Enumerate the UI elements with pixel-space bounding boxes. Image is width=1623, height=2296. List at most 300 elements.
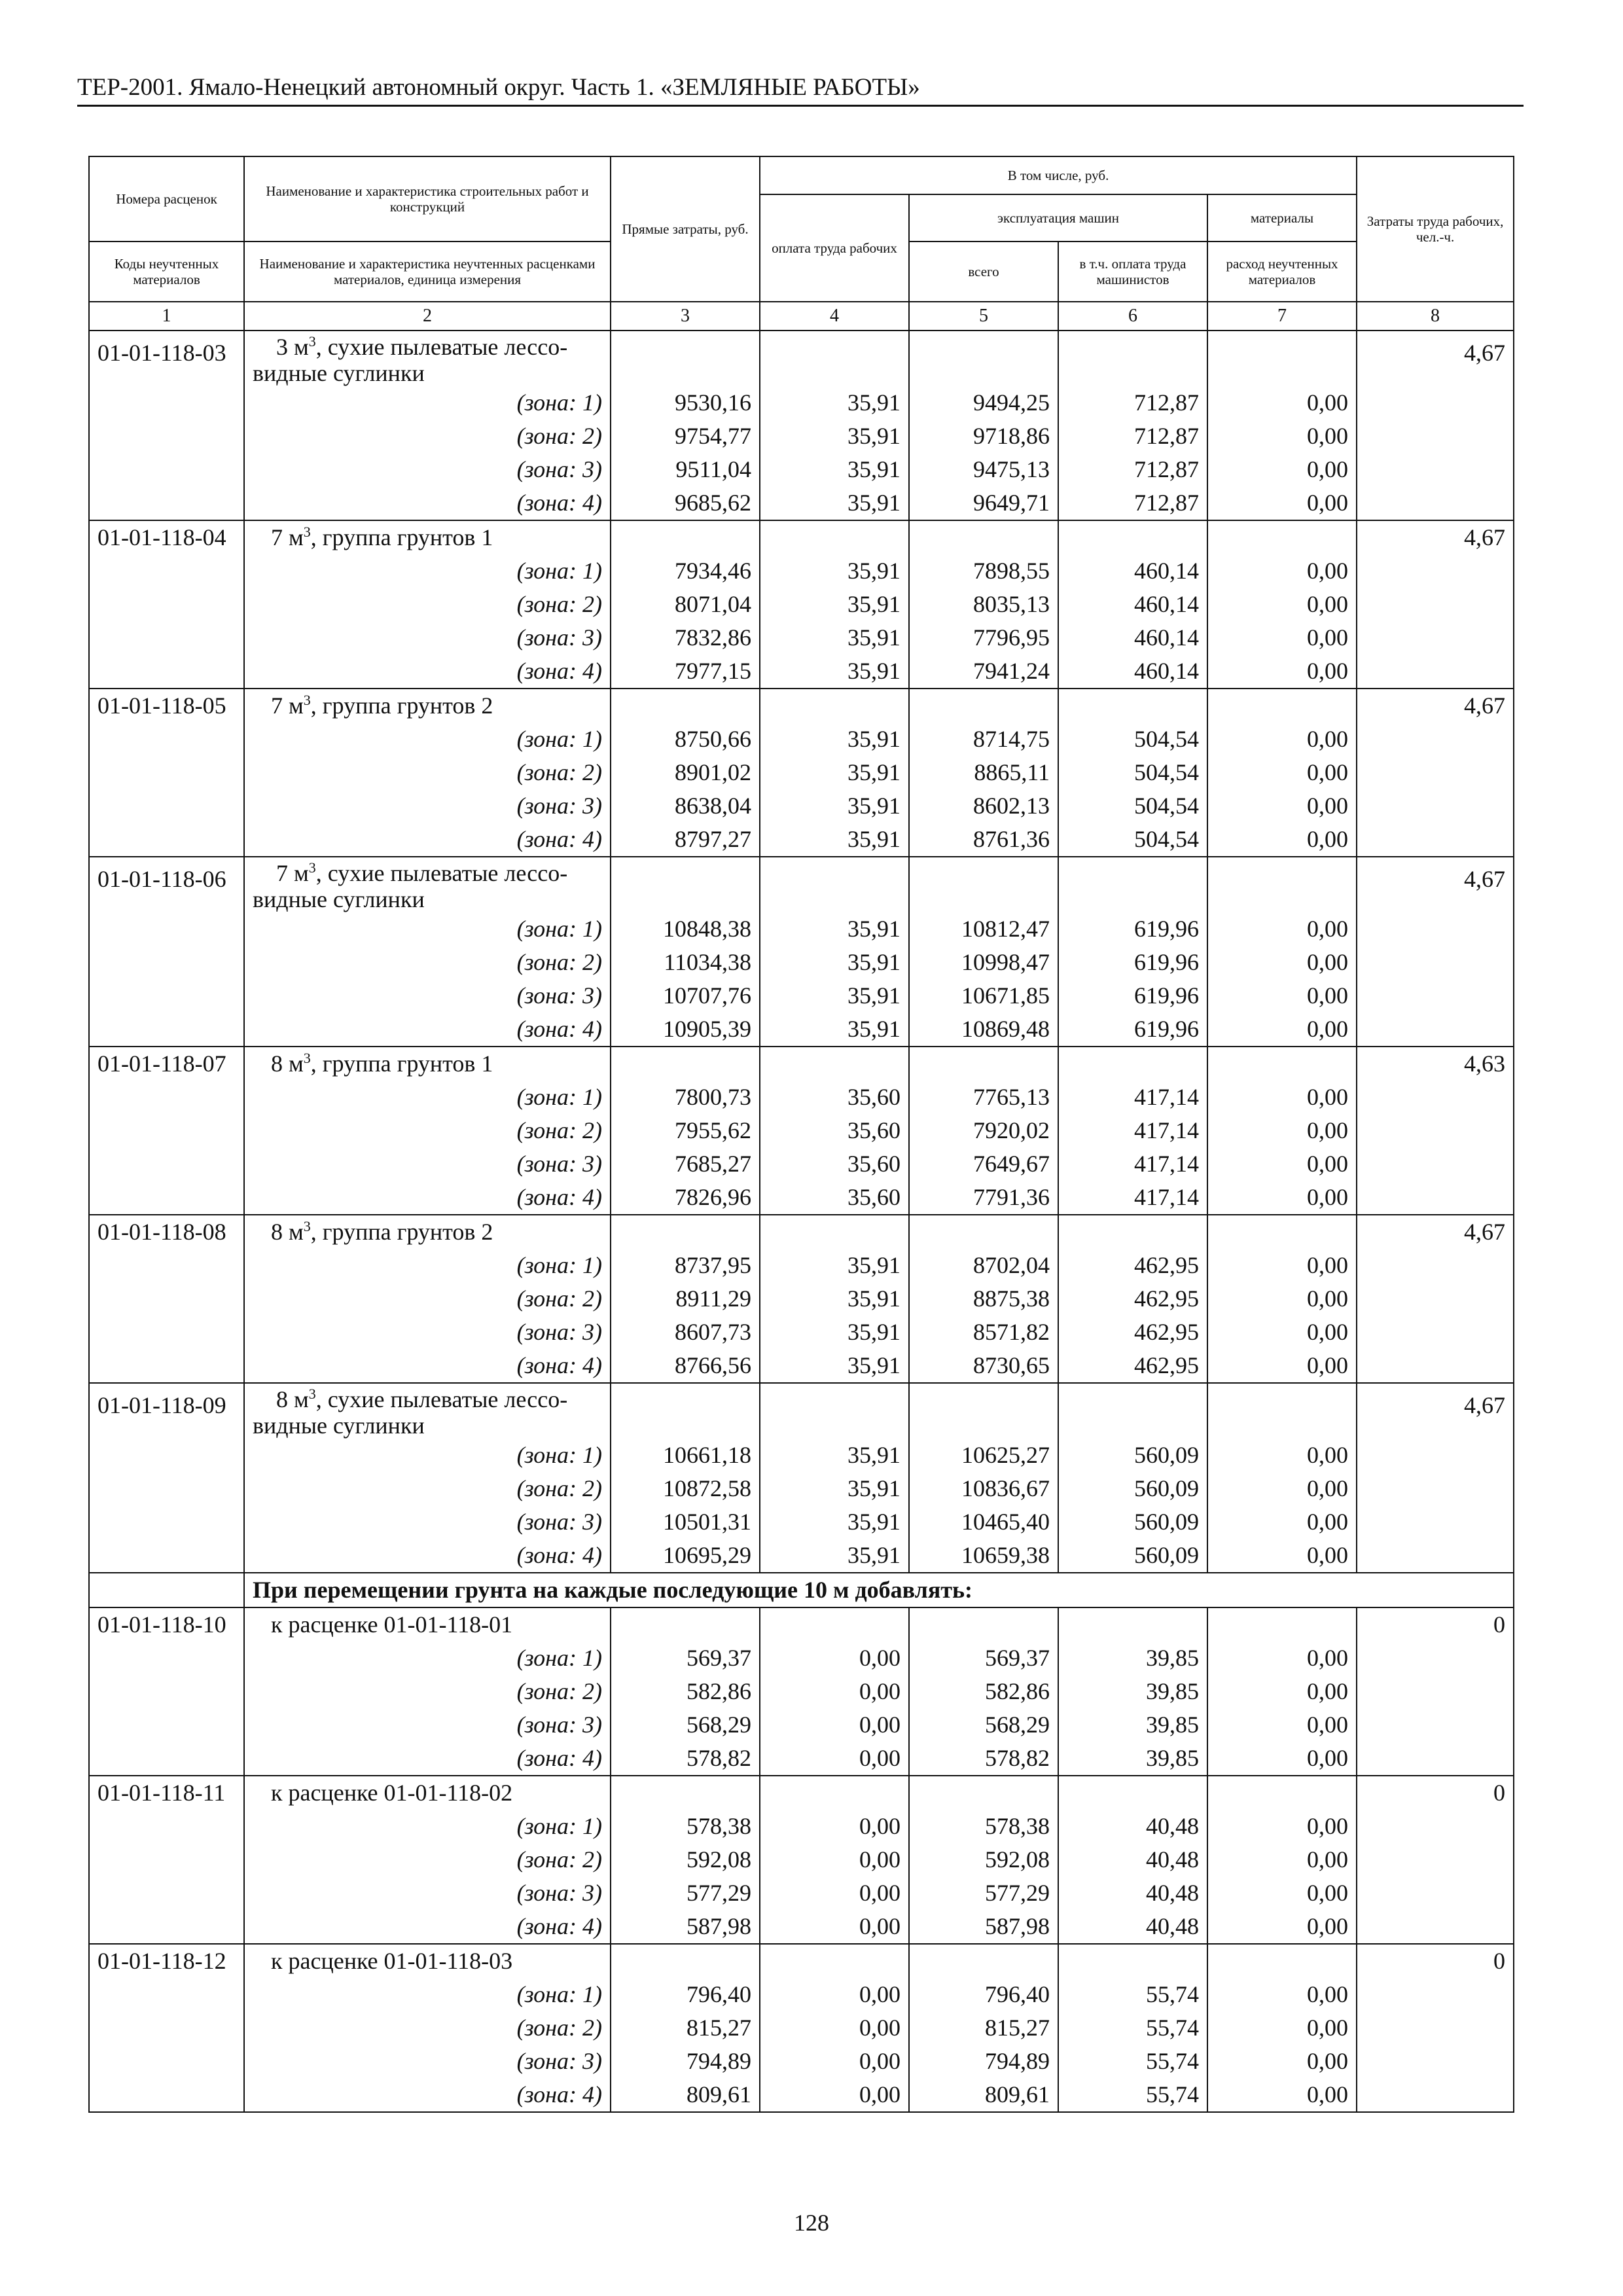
empty-code-cell: [89, 1978, 244, 2011]
machines-total-value: 7941,24: [909, 655, 1058, 689]
zone-label: (зона: 1): [244, 1978, 611, 2011]
empty-code-cell: [89, 1282, 244, 1316]
labor-pay-value: 35,91: [760, 1505, 909, 1539]
direct-costs-value: 8071,04: [611, 588, 760, 621]
machinist-pay-value: 417,14: [1058, 1081, 1207, 1114]
zone-label: (зона: 3): [244, 979, 611, 1013]
empty-code-cell: [89, 1181, 244, 1215]
machines-total-value: 9494,25: [909, 386, 1058, 420]
empty-cell: [611, 520, 760, 554]
description-start: 8 м: [271, 1050, 304, 1077]
labor-pay-value: 35,91: [760, 1316, 909, 1349]
zone-row: [89, 1349, 1514, 1383]
zone-row: [89, 2011, 1514, 2045]
empty-code-cell: [89, 1147, 244, 1181]
labor-pay-value: 0,00: [760, 2011, 909, 2045]
empty-labor-cell: [1357, 453, 1514, 486]
empty-code-cell: [89, 1876, 244, 1910]
machines-total-value: 10998,47: [909, 946, 1058, 979]
labor-costs-value: 0: [1357, 1776, 1514, 1810]
empty-cell: [1207, 857, 1357, 912]
materials-value: 0,00: [1207, 789, 1357, 823]
labor-pay-value: 35,91: [760, 588, 909, 621]
labor-pay-value: 35,91: [760, 1539, 909, 1573]
machinist-pay-value: 560,09: [1058, 1505, 1207, 1539]
empty-code-cell: [89, 1675, 244, 1708]
zone-label: (зона: 1): [244, 1641, 611, 1675]
empty-cell: [909, 1944, 1058, 1978]
labor-costs-value: 4,67: [1357, 520, 1514, 554]
machinist-pay-value: 40,48: [1058, 1843, 1207, 1876]
empty-cell: [760, 1944, 909, 1978]
machines-total-value: 7649,67: [909, 1147, 1058, 1181]
zone-label: (зона: 3): [244, 1876, 611, 1910]
materials-value: 0,00: [1207, 912, 1357, 946]
description-start: 7 м: [271, 524, 304, 550]
description-rest: , группа грунтов 2: [310, 692, 493, 719]
empty-labor-cell: [1357, 1439, 1514, 1472]
labor-costs-value: 4,67: [1357, 1383, 1514, 1439]
description-start: 7 м: [276, 860, 309, 886]
labor-pay-value: 35,91: [760, 1282, 909, 1316]
empty-code-cell: [89, 554, 244, 588]
labor-pay-value: 35,91: [760, 1249, 909, 1282]
empty-code-cell: [89, 979, 244, 1013]
zone-row: [89, 946, 1514, 979]
zone-row: [89, 1147, 1514, 1181]
machinist-pay-value: 39,85: [1058, 1742, 1207, 1776]
materials-value: 0,00: [1207, 1910, 1357, 1944]
zone-row: [89, 554, 1514, 588]
labor-costs-value: 0: [1357, 1607, 1514, 1641]
labor-pay-value: 35,91: [760, 1439, 909, 1472]
machines-total-value: 577,29: [909, 1876, 1058, 1910]
rate-description: [244, 1047, 611, 1081]
machinist-pay-value: 504,54: [1058, 723, 1207, 756]
machines-total-value: 9718,86: [909, 420, 1058, 453]
labor-pay-value: 35,91: [760, 979, 909, 1013]
zone-label: (зона: 2): [244, 946, 611, 979]
machines-total-value: 10869,48: [909, 1013, 1058, 1047]
zone-label: (зона: 1): [244, 1249, 611, 1282]
machinist-pay-value: 460,14: [1058, 655, 1207, 689]
zone-row: [89, 979, 1514, 1013]
labor-pay-value: 35,91: [760, 621, 909, 655]
empty-cell: [760, 689, 909, 723]
materials-value: 0,00: [1207, 756, 1357, 789]
direct-costs-value: 7800,73: [611, 1081, 760, 1114]
table-body: [89, 302, 1514, 2112]
zone-label: (зона: 4): [244, 1181, 611, 1215]
direct-costs-value: 10501,31: [611, 1505, 760, 1539]
machinist-pay-value: 619,96: [1058, 912, 1207, 946]
zone-row: [89, 486, 1514, 520]
materials-value: 0,00: [1207, 588, 1357, 621]
empty-cell: [909, 1215, 1058, 1249]
zone-row: [89, 1316, 1514, 1349]
rate-header-row: [89, 1215, 1514, 1249]
empty-cell: [760, 1047, 909, 1081]
zone-row: [89, 723, 1514, 756]
machinist-pay-value: 55,74: [1058, 2011, 1207, 2045]
machinist-pay-value: 417,14: [1058, 1114, 1207, 1147]
rate-header-row: [89, 1944, 1514, 1978]
description-line-2: видные суглинки: [253, 1412, 425, 1439]
machinist-pay-value: 712,87: [1058, 453, 1207, 486]
empty-cell: [1058, 689, 1207, 723]
machines-total-value: 7765,13: [909, 1081, 1058, 1114]
zone-row: [89, 1013, 1514, 1047]
machines-total-value: 794,89: [909, 2045, 1058, 2078]
rate-description: [244, 857, 611, 912]
empty-code-cell: [89, 655, 244, 689]
labor-costs-value: 4,67: [1357, 857, 1514, 912]
zone-label: (зона: 1): [244, 386, 611, 420]
empty-labor-cell: [1357, 1539, 1514, 1573]
machines-total-value: 10836,67: [909, 1472, 1058, 1505]
rate-description: к расценке 01-01-118-03: [244, 1944, 611, 1978]
page-number: 128: [794, 2210, 829, 2236]
labor-pay-value: 0,00: [760, 1742, 909, 1776]
labor-pay-value: 0,00: [760, 2045, 909, 2078]
description-rest: , сухие пылеватые лессо-: [315, 334, 568, 360]
zone-row: [89, 1910, 1514, 1944]
description-rest: , сухие пылеватые лессо-: [315, 860, 568, 886]
materials-value: 0,00: [1207, 1708, 1357, 1742]
empty-labor-cell: [1357, 386, 1514, 420]
zone-label: (зона: 3): [244, 1708, 611, 1742]
machinist-pay-value: 39,85: [1058, 1708, 1207, 1742]
direct-costs-value: 7685,27: [611, 1147, 760, 1181]
machinist-pay-value: 712,87: [1058, 420, 1207, 453]
empty-code-cell: [89, 2078, 244, 2112]
rate-code: 01-01-118-05: [89, 689, 244, 723]
labor-pay-value: 0,00: [760, 1675, 909, 1708]
zone-label: (зона: 1): [244, 1081, 611, 1114]
zone-row: [89, 1081, 1514, 1114]
zone-label: (зона: 3): [244, 789, 611, 823]
labor-pay-value: 35,91: [760, 554, 909, 588]
cube-superscript: 3: [308, 859, 316, 876]
zone-row: [89, 621, 1514, 655]
header-material-name: Наименование и характеристика неучтенных расценками материалов, единица измерения: [244, 242, 611, 302]
cube-superscript: 3: [303, 1050, 311, 1066]
zone-label: (зона: 1): [244, 723, 611, 756]
empty-labor-cell: [1357, 1081, 1514, 1114]
empty-labor-cell: [1357, 1843, 1514, 1876]
empty-code-cell: [89, 486, 244, 520]
direct-costs-value: 7977,15: [611, 655, 760, 689]
zone-row: [89, 1978, 1514, 2011]
empty-cell: [1207, 331, 1357, 386]
machines-total-value: 569,37: [909, 1641, 1058, 1675]
empty-code-cell: [89, 1810, 244, 1843]
direct-costs-value: 10707,76: [611, 979, 760, 1013]
empty-code-cell: [89, 453, 244, 486]
machinist-pay-value: 55,74: [1058, 2078, 1207, 2112]
zone-label: (зона: 4): [244, 655, 611, 689]
zone-row: [89, 1505, 1514, 1539]
cube-superscript: 3: [308, 1386, 316, 1402]
zone-row: [89, 1843, 1514, 1876]
machines-total-value: 7796,95: [909, 621, 1058, 655]
empty-cell: [1207, 1047, 1357, 1081]
empty-cell: [760, 1383, 909, 1439]
empty-code-cell: [89, 621, 244, 655]
direct-costs-value: 9530,16: [611, 386, 760, 420]
empty-cell: [1058, 1944, 1207, 1978]
machines-total-value: 8714,75: [909, 723, 1058, 756]
direct-costs-value: 796,40: [611, 1978, 760, 2011]
materials-value: 0,00: [1207, 420, 1357, 453]
direct-costs-value: 7832,86: [611, 621, 760, 655]
zone-label: (зона: 1): [244, 1810, 611, 1843]
labor-pay-value: 35,91: [760, 386, 909, 420]
materials-value: 0,00: [1207, 1439, 1357, 1472]
empty-cell: [1207, 1607, 1357, 1641]
machinist-pay-value: 462,95: [1058, 1349, 1207, 1383]
direct-costs-value: 11034,38: [611, 946, 760, 979]
cube-superscript: 3: [303, 1218, 311, 1234]
empty-cell: [1207, 1776, 1357, 1810]
empty-cell: [611, 857, 760, 912]
direct-costs-value: 8797,27: [611, 823, 760, 857]
zone-label: (зона: 2): [244, 1114, 611, 1147]
machines-total-value: 7920,02: [909, 1114, 1058, 1147]
materials-value: 0,00: [1207, 2045, 1357, 2078]
zone-row: [89, 588, 1514, 621]
empty-cell: [611, 1215, 760, 1249]
empty-cell: [1058, 331, 1207, 386]
direct-costs-value: 9511,04: [611, 453, 760, 486]
header-unaccounted-materials: расход неучтенных материалов: [1207, 242, 1357, 302]
materials-value: 0,00: [1207, 2078, 1357, 2112]
empty-cell: [1058, 857, 1207, 912]
description-line-2: видные суглинки: [253, 886, 425, 912]
machinist-pay-value: 504,54: [1058, 823, 1207, 857]
empty-cell: [1207, 1944, 1357, 1978]
materials-value: 0,00: [1207, 1349, 1357, 1383]
empty-code-cell: [89, 2045, 244, 2078]
materials-value: 0,00: [1207, 1539, 1357, 1573]
direct-costs-value: 809,61: [611, 2078, 760, 2112]
column-number: 8: [1357, 302, 1514, 331]
machinist-pay-value: 39,85: [1058, 1675, 1207, 1708]
empty-code-cell: [89, 1013, 244, 1047]
empty-code-cell: [89, 588, 244, 621]
header-machines-total: всего: [909, 242, 1058, 302]
labor-pay-value: 0,00: [760, 1641, 909, 1675]
column-number: 3: [611, 302, 760, 331]
header-direct-costs: Прямые затраты, руб.: [611, 156, 760, 302]
materials-value: 0,00: [1207, 453, 1357, 486]
description-rest: , группа грунтов 1: [310, 524, 493, 550]
column-number: 2: [244, 302, 611, 331]
direct-costs-value: 9685,62: [611, 486, 760, 520]
empty-code-cell: [89, 1539, 244, 1573]
machines-total-value: 9475,13: [909, 453, 1058, 486]
direct-costs-value: 8607,73: [611, 1316, 760, 1349]
empty-code-cell: [89, 420, 244, 453]
direct-costs-value: 8750,66: [611, 723, 760, 756]
empty-code-cell: [89, 1910, 244, 1944]
labor-pay-value: 35,91: [760, 1349, 909, 1383]
labor-pay-value: 35,91: [760, 1472, 909, 1505]
labor-pay-value: 35,60: [760, 1181, 909, 1215]
column-number: 5: [909, 302, 1058, 331]
machinist-pay-value: 462,95: [1058, 1282, 1207, 1316]
rate-code: 01-01-118-09: [89, 1383, 244, 1439]
empty-cell: [611, 1607, 760, 1641]
machines-total-value: 8571,82: [909, 1316, 1058, 1349]
zone-label: (зона: 1): [244, 912, 611, 946]
empty-labor-cell: [1357, 2078, 1514, 2112]
empty-cell: [909, 857, 1058, 912]
machines-total-value: 9649,71: [909, 486, 1058, 520]
zone-label: (зона: 1): [244, 554, 611, 588]
labor-costs-value: 4,67: [1357, 331, 1514, 386]
empty-labor-cell: [1357, 1810, 1514, 1843]
empty-cell: [909, 1383, 1058, 1439]
header-rate-numbers: Номера расценок: [89, 156, 244, 242]
description-rest: , сухие пылеватые лессо-: [315, 1386, 568, 1412]
zone-label: (зона: 2): [244, 756, 611, 789]
empty-cell: [1058, 1215, 1207, 1249]
empty-labor-cell: [1357, 1114, 1514, 1147]
direct-costs-value: 10848,38: [611, 912, 760, 946]
empty-code-cell: [89, 723, 244, 756]
column-number: 6: [1058, 302, 1207, 331]
description-rest: , группа грунтов 2: [310, 1219, 493, 1245]
empty-labor-cell: [1357, 1742, 1514, 1776]
zone-row: [89, 386, 1514, 420]
machines-total-value: 8875,38: [909, 1282, 1058, 1316]
direct-costs-value: 7934,46: [611, 554, 760, 588]
empty-labor-cell: [1357, 756, 1514, 789]
rates-table: [88, 156, 1514, 2113]
rate-code: 01-01-118-10: [89, 1607, 244, 1641]
description-start: 3 м: [276, 334, 309, 360]
empty-labor-cell: [1357, 655, 1514, 689]
direct-costs-value: 7826,96: [611, 1181, 760, 1215]
zone-row: [89, 2078, 1514, 2112]
machinist-pay-value: 462,95: [1058, 1249, 1207, 1282]
empty-code-cell: [89, 1439, 244, 1472]
zone-row: [89, 1249, 1514, 1282]
page-header: ТЕР-2001. Ямало-Ненецкий автономный округ. Часть 1. «ЗЕМЛЯНЫЕ РАБОТЫ»: [77, 74, 920, 101]
empty-labor-cell: [1357, 621, 1514, 655]
labor-pay-value: 35,91: [760, 823, 909, 857]
zone-row: [89, 453, 1514, 486]
zone-row: [89, 823, 1514, 857]
direct-costs-value: 592,08: [611, 1843, 760, 1876]
machinist-pay-value: 560,09: [1058, 1472, 1207, 1505]
direct-costs-value: 587,98: [611, 1910, 760, 1944]
rate-code: 01-01-118-11: [89, 1776, 244, 1810]
materials-value: 0,00: [1207, 1876, 1357, 1910]
zone-label: (зона: 2): [244, 1472, 611, 1505]
rate-code: 01-01-118-12: [89, 1944, 244, 1978]
materials-value: 0,00: [1207, 1249, 1357, 1282]
machinist-pay-value: 504,54: [1058, 756, 1207, 789]
empty-cell: [909, 520, 1058, 554]
machinist-pay-value: 55,74: [1058, 1978, 1207, 2011]
rate-header-row: [89, 689, 1514, 723]
empty-labor-cell: [1357, 1910, 1514, 1944]
materials-value: 0,00: [1207, 979, 1357, 1013]
machines-total-value: 8865,11: [909, 756, 1058, 789]
labor-pay-value: 35,91: [760, 655, 909, 689]
rate-header-row: [89, 1383, 1514, 1439]
machines-total-value: 8730,65: [909, 1349, 1058, 1383]
empty-cell: [611, 1776, 760, 1810]
materials-value: 0,00: [1207, 1742, 1357, 1776]
empty-code-cell: [89, 386, 244, 420]
labor-pay-value: 35,91: [760, 420, 909, 453]
machinist-pay-value: 619,96: [1058, 979, 1207, 1013]
direct-costs-value: 7955,62: [611, 1114, 760, 1147]
labor-pay-value: 0,00: [760, 1843, 909, 1876]
materials-value: 0,00: [1207, 655, 1357, 689]
machinist-pay-value: 619,96: [1058, 946, 1207, 979]
materials-value: 0,00: [1207, 1978, 1357, 2011]
description-line-2: видные суглинки: [253, 360, 425, 386]
materials-value: 0,00: [1207, 1675, 1357, 1708]
empty-labor-cell: [1357, 1978, 1514, 2011]
empty-cell: [1058, 1047, 1207, 1081]
empty-code-cell: [89, 1708, 244, 1742]
zone-row: [89, 1181, 1514, 1215]
direct-costs-value: 9754,77: [611, 420, 760, 453]
zone-label: (зона: 4): [244, 2078, 611, 2112]
zone-label: (зона: 3): [244, 1147, 611, 1181]
zone-row: [89, 1472, 1514, 1505]
materials-value: 0,00: [1207, 1472, 1357, 1505]
zone-row: [89, 789, 1514, 823]
direct-costs-value: 815,27: [611, 2011, 760, 2045]
rate-header-row: [89, 1047, 1514, 1081]
machinist-pay-value: 55,74: [1058, 2045, 1207, 2078]
machines-total-value: 592,08: [909, 1843, 1058, 1876]
empty-labor-cell: [1357, 1181, 1514, 1215]
empty-labor-cell: [1357, 823, 1514, 857]
empty-labor-cell: [1357, 946, 1514, 979]
empty-cell: [1058, 1383, 1207, 1439]
description-rest: , группа грунтов 1: [310, 1050, 493, 1077]
machinist-pay-value: 460,14: [1058, 588, 1207, 621]
machines-total-value: 809,61: [909, 2078, 1058, 2112]
direct-costs-value: 582,86: [611, 1675, 760, 1708]
machinist-pay-value: 712,87: [1058, 486, 1207, 520]
empty-labor-cell: [1357, 723, 1514, 756]
cube-superscript: 3: [303, 692, 311, 708]
labor-pay-value: 35,91: [760, 486, 909, 520]
rate-description: к расценке 01-01-118-01: [244, 1607, 611, 1641]
empty-labor-cell: [1357, 1708, 1514, 1742]
direct-costs-value: 8638,04: [611, 789, 760, 823]
zone-label: (зона: 3): [244, 453, 611, 486]
description-line-1: [253, 334, 602, 360]
zone-label: (зона: 4): [244, 1013, 611, 1047]
empty-labor-cell: [1357, 486, 1514, 520]
materials-value: 0,00: [1207, 1147, 1357, 1181]
labor-pay-value: 35,91: [760, 912, 909, 946]
rate-header-row: [89, 331, 1514, 386]
empty-labor-cell: [1357, 912, 1514, 946]
machinist-pay-value: 712,87: [1058, 386, 1207, 420]
empty-code-cell: [89, 1316, 244, 1349]
empty-code-cell: [89, 2011, 244, 2045]
